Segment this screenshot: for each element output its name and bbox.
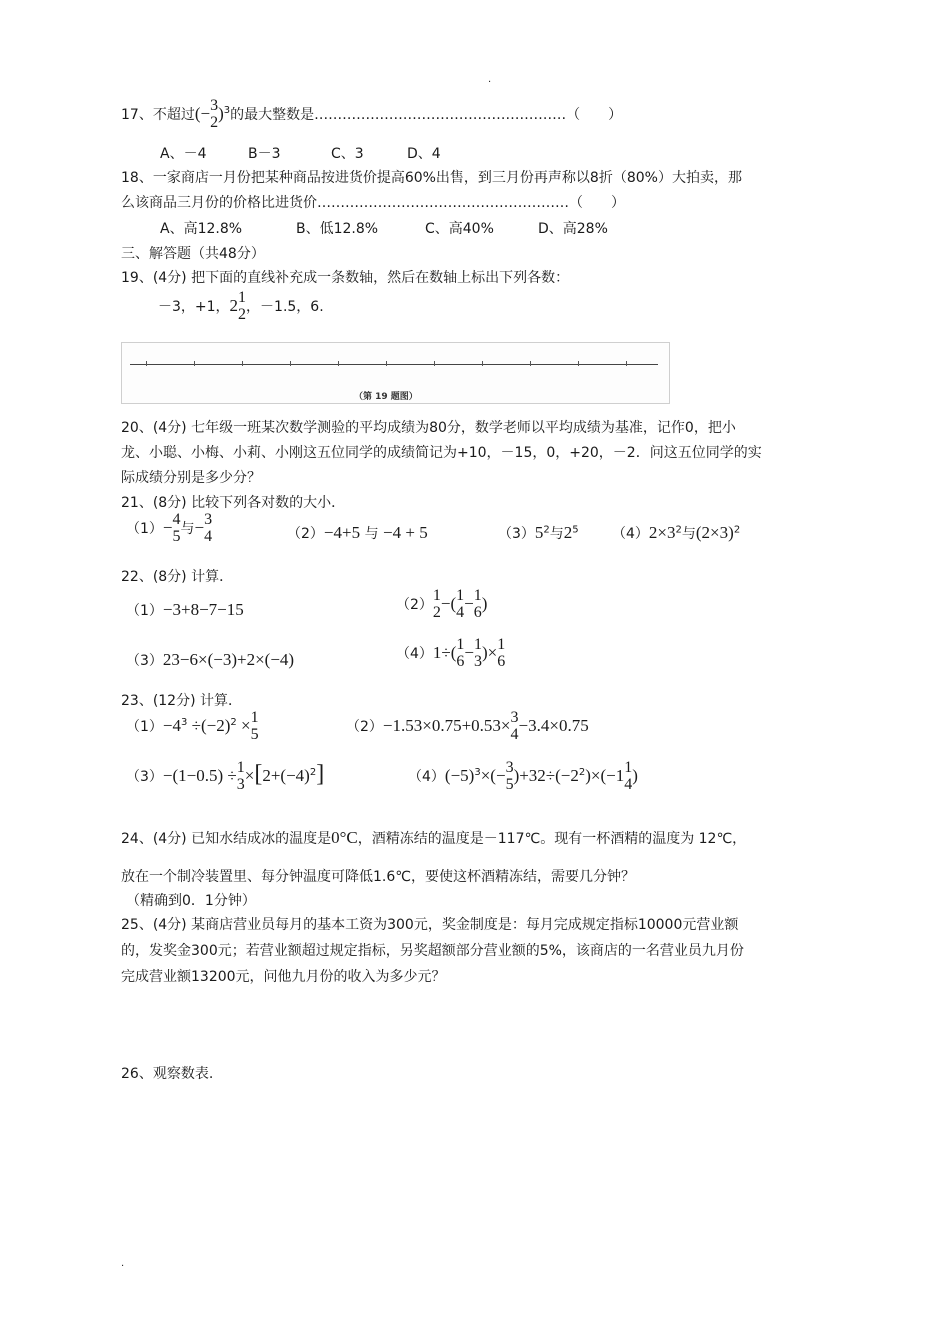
q21-p3-base-a: 5 xyxy=(534,523,544,542)
q21-p4-label: （4） xyxy=(612,526,649,542)
q21-p2-label: （2） xyxy=(287,526,324,542)
q21-p2-expr-a: −4+5 xyxy=(323,523,361,542)
q21-p4-yu: 与 xyxy=(681,526,696,542)
q21-part-2 xyxy=(287,523,428,543)
q17-fraction xyxy=(210,98,218,132)
q17-exponent: 3 xyxy=(223,105,231,117)
q24-temp-zero: 0°C xyxy=(331,828,358,847)
q19-numbers xyxy=(158,290,324,324)
q21-p3-exp-b: 5 xyxy=(572,524,579,536)
frac-den: 4 xyxy=(204,527,213,545)
q22-p4-label: （4） xyxy=(396,645,433,662)
q17-option-a: A、－4 xyxy=(160,146,207,162)
q26-text: 26、观察数表. xyxy=(121,1066,214,1082)
q22-part-4: （4）1÷( 1 6 − 1 3 )× 1 6 xyxy=(396,636,506,670)
q19-number-line-figure xyxy=(121,342,670,404)
q23-p3-label: （3） xyxy=(126,768,163,785)
q22-p2-label: （2） xyxy=(396,596,433,613)
q21-p2-yu: 与 xyxy=(364,526,379,542)
q22-part-1 xyxy=(126,600,244,620)
q21-p1-frac-b xyxy=(204,512,212,546)
q21-p1-label: （1） xyxy=(126,520,163,537)
q25-line-1: 25、(4分) 某商店营业员每月的基本工资为300元，奖金制度是：每月完成规定指标10000元营业额 xyxy=(121,917,739,933)
question-17 xyxy=(121,98,622,132)
footer-dot: . xyxy=(121,1258,125,1269)
q17-option-b: B－3 xyxy=(248,146,281,162)
q21-p3-label: （3） xyxy=(498,526,535,542)
axis-tick xyxy=(386,361,387,366)
q22-text: 22、(8分) 计算． xyxy=(121,569,234,585)
axis-tick xyxy=(434,361,435,366)
axis-tick xyxy=(626,361,627,366)
q23-p4-label: （4） xyxy=(408,768,445,785)
axis-tick xyxy=(290,361,291,366)
q21-p4-exp-a: 2 xyxy=(675,524,682,536)
q25-line-3: 完成营业额13200元，问他九月份的收入为多少元？ xyxy=(121,969,446,985)
q18-option-c: C、高40% xyxy=(425,221,494,237)
frac-den: 5 xyxy=(172,527,181,545)
q21-p4-expr-a: 2×3 xyxy=(648,523,676,542)
q18-line-1: 18、一家商店一月份把某种商品按进货价提高60%出售，到三月份再声称以8折（80%）大拍卖，那 xyxy=(121,170,742,186)
q21-text: 21、(8分) 比较下列各对数的大小． xyxy=(121,495,346,511)
q24-line-1 xyxy=(121,828,746,848)
q21-p4-exp-b: 2 xyxy=(733,524,741,536)
q23-text: 23、(12分) 计算． xyxy=(121,693,243,709)
axis-tick xyxy=(482,361,483,366)
q23-p2-label: （2） xyxy=(346,718,383,735)
axis-tick xyxy=(530,361,531,366)
q23-part-1: $(1)-4^3 \div(-2)^2$ × 1 5 xyxy=(126,709,259,743)
q19-mixed-whole: 2 xyxy=(229,295,239,315)
q21-part-3 xyxy=(498,523,579,543)
q23-part-2: （2）−1.53×0.75+0.53× 3 4 −3.4×0.75 xyxy=(346,709,589,743)
axis-tick xyxy=(242,361,243,366)
q19-mixed-fraction xyxy=(238,290,246,324)
q19-figure-caption: （第 19 题图） xyxy=(354,392,418,402)
q24-line-1a: 24、(4分) 已知水结成冰的温度是 xyxy=(121,831,332,847)
q22-part-2: （2） 1 2 −( 1 4 − 1 6 ) xyxy=(396,587,488,621)
q19-mixed-den: 2 xyxy=(238,305,247,323)
q21-part-1: （1）− 4 5 与− 3 4 xyxy=(126,511,213,545)
q18-option-b: B、低12.8% xyxy=(296,221,379,237)
q21-p1-frac-a xyxy=(173,512,181,546)
q18-line-2: 么该商品三月份的价格比进货价………………………………………………（ ） xyxy=(121,195,625,211)
q17-frac-den: 2 xyxy=(210,113,219,131)
q19-mixed-num: 1 xyxy=(238,289,247,306)
q17-option-d: D、4 xyxy=(407,146,441,162)
q25-line-2: 的，发奖金300元；若营业额超过规定指标，另奖超额部分营业额的5%，该商店的一名营业员九月份 xyxy=(121,943,744,959)
q17-frac-num: 3 xyxy=(210,97,219,114)
q23-p2-expr-b: −3.4×0.75 xyxy=(518,715,589,735)
q17-suffix: 的最大整数是………………………………………………（ ） xyxy=(230,106,623,123)
frac-num: 3 xyxy=(204,511,213,528)
frac-num: 4 xyxy=(172,511,181,528)
axis-tick xyxy=(146,361,147,366)
q22-p3-label: （3） xyxy=(126,653,163,669)
q21-p3-exp-a: 2 xyxy=(543,524,550,536)
q21-p3-yu: 与 xyxy=(549,526,564,542)
q18-option-a: A、高12.8% xyxy=(160,221,243,237)
q23-part-3: （3）−(1−0.5) ÷ 1 3 $\times[2+(-4)^2]$ xyxy=(126,759,325,793)
q24-line-3: （精确到0．1分钟） xyxy=(126,893,256,909)
q22-p3-expr: 23−6×(−3)+2×(−4) xyxy=(162,650,295,669)
q17-paren-open: ( xyxy=(194,103,201,123)
axis-tick xyxy=(578,361,579,366)
q22-p1-expr: −3+8−7−15 xyxy=(162,600,244,619)
q19-nums-a: －3，+1， xyxy=(158,298,230,315)
q22-part-3 xyxy=(126,650,294,670)
axis-tick xyxy=(194,361,195,366)
q21-p3-base-b: 2 xyxy=(563,523,573,542)
q17-option-c: C、3 xyxy=(331,146,364,162)
q18-option-d: D、高28% xyxy=(538,221,608,237)
q17-paren-close: ) xyxy=(218,103,224,123)
q20-line-2: 龙、小聪、小梅、小莉、小刚这五位同学的成绩简记为+10，－15，0，+20，－2．问这五位同学的实 xyxy=(121,445,762,461)
q21-p1-yu: 与 xyxy=(180,520,195,537)
q20-line-1: 20、(4分) 七年级一班某次数学测验的平均成绩为80分，数学老师以平均成绩为基准，记作0，把小 xyxy=(121,420,736,436)
q17-sign: − xyxy=(200,103,211,123)
q23-p2-expr-a: −1.53×0.75+0.53× xyxy=(382,715,511,735)
q24-line-2: 放在一个制冷装置里、每分钟温度可降低1.6℃，要使这杯酒精冻结，需要几分钟？ xyxy=(121,869,635,885)
q19-nums-b: ，－1.5，6. xyxy=(246,298,324,315)
q21-p4-expr-b: (2×3) xyxy=(695,523,734,542)
q23-p1-label: （1） xyxy=(126,718,163,735)
q19-text: 19、(4分) 把下面的直线补充成一条数轴，然后在数轴上标出下列各数： xyxy=(121,270,570,286)
q23-part-4: $(4)(-5)^3\times(-$ 3 5 )$+32\div(-2^2)\times(-1$ 1 4 ) xyxy=(408,759,638,793)
section-3-heading: 三、解答题（共48分） xyxy=(121,246,265,262)
q21-p2-expr-b: −4 + 5 xyxy=(383,523,428,542)
q17-prefix: 17、不超过 xyxy=(121,106,195,123)
q20-line-3: 际成绩分别是多少分？ xyxy=(121,470,261,486)
q22-p1-label: （1） xyxy=(126,603,163,619)
header-dot: . xyxy=(488,74,492,85)
q24-line-1b: ，酒精冻结的温度是－117℃。现有一杯酒精的温度为 12℃， xyxy=(357,831,747,847)
axis-tick xyxy=(338,361,339,366)
q21-part-4 xyxy=(612,523,740,543)
